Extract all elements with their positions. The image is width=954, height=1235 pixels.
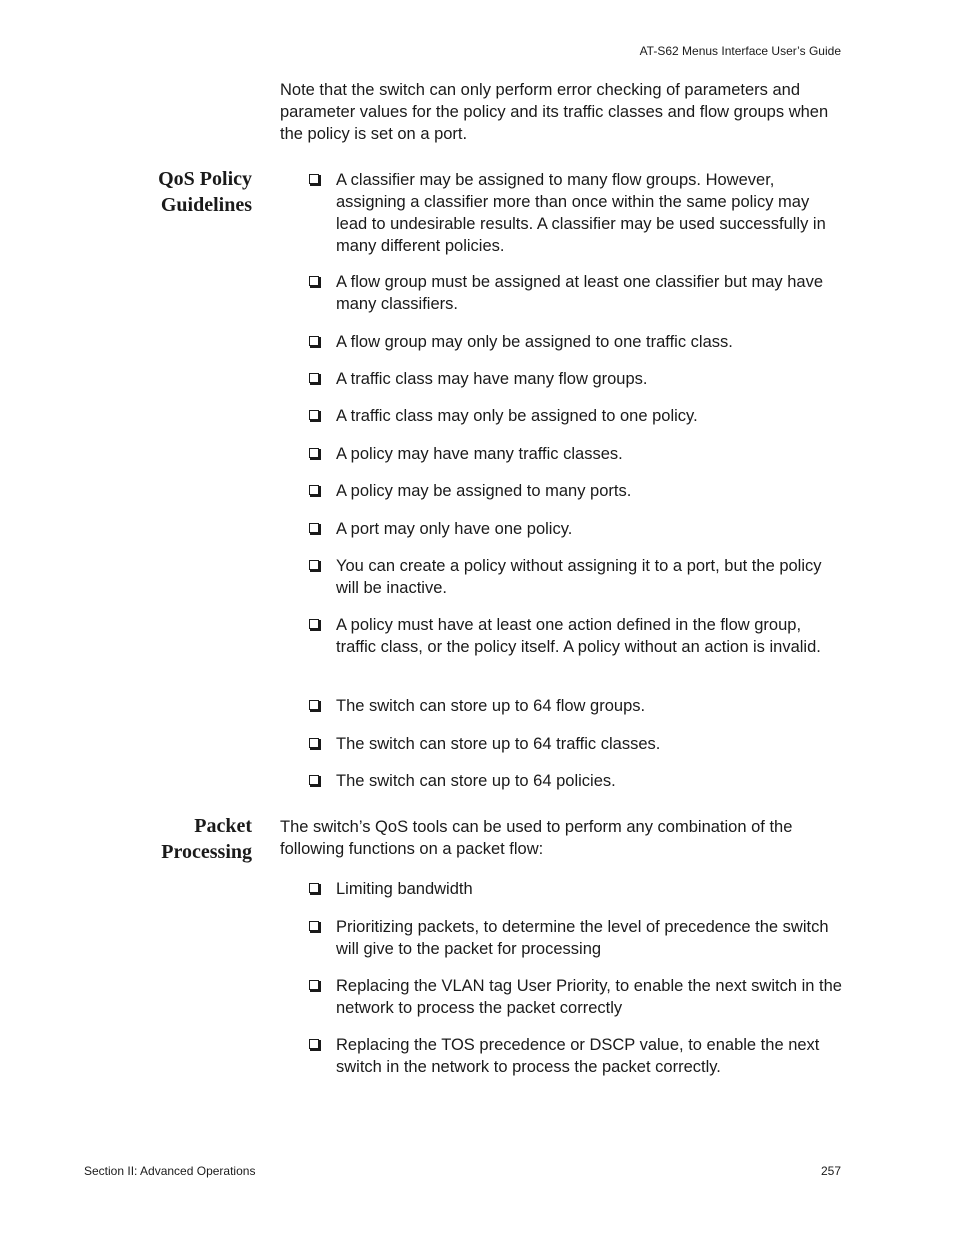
intro-paragraph: Note that the switch can only perform error checking of parameters and parameter values for the policy and its traffic classes and flow groups when the policy is set on a port.: [280, 81, 829, 143]
list-item: [308, 271, 842, 315]
list-item: [308, 614, 842, 658]
heading-line: Guidelines: [160, 194, 252, 216]
packet-processing-paragraph: The switch’s QoS tools can be used to perform any combination of the following functions on a packet flow:: [280, 818, 793, 858]
list-item: [308, 518, 842, 540]
checkbox-bullet-icon: [309, 336, 319, 346]
list-item: [308, 169, 842, 257]
list-item-text: A policy must have at least one action defined in the flow group, traffic class, or the policy itself. A policy without an action is invalid.: [336, 616, 821, 656]
list-item-text: You can create a policy without assigning it to a port, but the policy will be inactive.: [336, 557, 822, 597]
footer-section: Section II: Advanced Operations: [84, 1164, 256, 1178]
list-item-text: Prioritizing packets, to determine the level of precedence the switch will give to the packet for processing: [336, 918, 829, 958]
list-item: [308, 770, 842, 792]
packet-processing-heading: [92, 813, 252, 865]
checkbox-bullet-icon: [309, 373, 319, 383]
list-item-text: Replacing the VLAN tag User Priority, to enable the next switch in the network to process the packet correctly: [336, 977, 842, 1017]
list-item-text: A traffic class may have many flow groups.: [336, 370, 648, 388]
list-item-text: Limiting bandwidth: [336, 880, 473, 898]
list-item: [308, 405, 842, 427]
heading-line: QoS Policy: [158, 168, 252, 190]
list-item: [308, 368, 842, 390]
qos-guidelines-heading: [92, 166, 252, 218]
heading-line: Processing: [161, 841, 252, 863]
list-item-text: A traffic class may only be assigned to one policy.: [336, 407, 698, 425]
list-item: [308, 916, 842, 960]
checkbox-bullet-icon: [309, 619, 319, 629]
checkbox-bullet-icon: [309, 523, 319, 533]
checkbox-bullet-icon: [309, 1039, 319, 1049]
running-header: AT-S62 Menus Interface User’s Guide: [639, 44, 841, 58]
checkbox-bullet-icon: [309, 921, 319, 931]
list-item: [308, 1034, 842, 1078]
list-item: [308, 443, 842, 465]
list-item-text: A policy may be assigned to many ports.: [336, 482, 632, 500]
list-item: [308, 480, 842, 502]
list-item: [308, 555, 842, 599]
list-item: [308, 733, 842, 755]
checkbox-bullet-icon: [309, 448, 319, 458]
checkbox-bullet-icon: [309, 174, 319, 184]
list-item-text: The switch can store up to 64 policies.: [336, 772, 616, 790]
list-item-text: Replacing the TOS precedence or DSCP value, to enable the next switch in the network to process the packet correctly.: [336, 1036, 820, 1076]
list-item-text: A flow group must be assigned at least one classifier but may have many classifiers.: [336, 273, 824, 313]
list-item-text: A port may only have one policy.: [336, 520, 573, 538]
list-item-text: A policy may have many traffic classes.: [336, 445, 623, 463]
checkbox-bullet-icon: [309, 485, 319, 495]
checkbox-bullet-icon: [309, 560, 319, 570]
page-number: 257: [820, 1164, 841, 1178]
list-item: [308, 695, 842, 717]
heading-line: Packet: [194, 815, 252, 837]
checkbox-bullet-icon: [309, 775, 319, 785]
checkbox-bullet-icon: [309, 883, 319, 893]
checkbox-bullet-icon: [309, 410, 319, 420]
checkbox-bullet-icon: [309, 980, 319, 990]
list-item: [308, 878, 842, 900]
list-item-text: A flow group may only be assigned to one traffic class.: [336, 333, 733, 351]
list-item-text: A classifier may be assigned to many flow groups. However, assigning a classifier more than once within the same policy may lead to undesirable results. A classifier may be used successfully in many different policies.: [336, 171, 826, 255]
checkbox-bullet-icon: [309, 738, 319, 748]
list-item-text: The switch can store up to 64 traffic classes.: [336, 735, 661, 753]
list-item: [308, 331, 842, 353]
list-item: [308, 975, 842, 1019]
list-item-text: The switch can store up to 64 flow groups.: [336, 697, 646, 715]
checkbox-bullet-icon: [309, 276, 319, 286]
checkbox-bullet-icon: [309, 700, 319, 710]
